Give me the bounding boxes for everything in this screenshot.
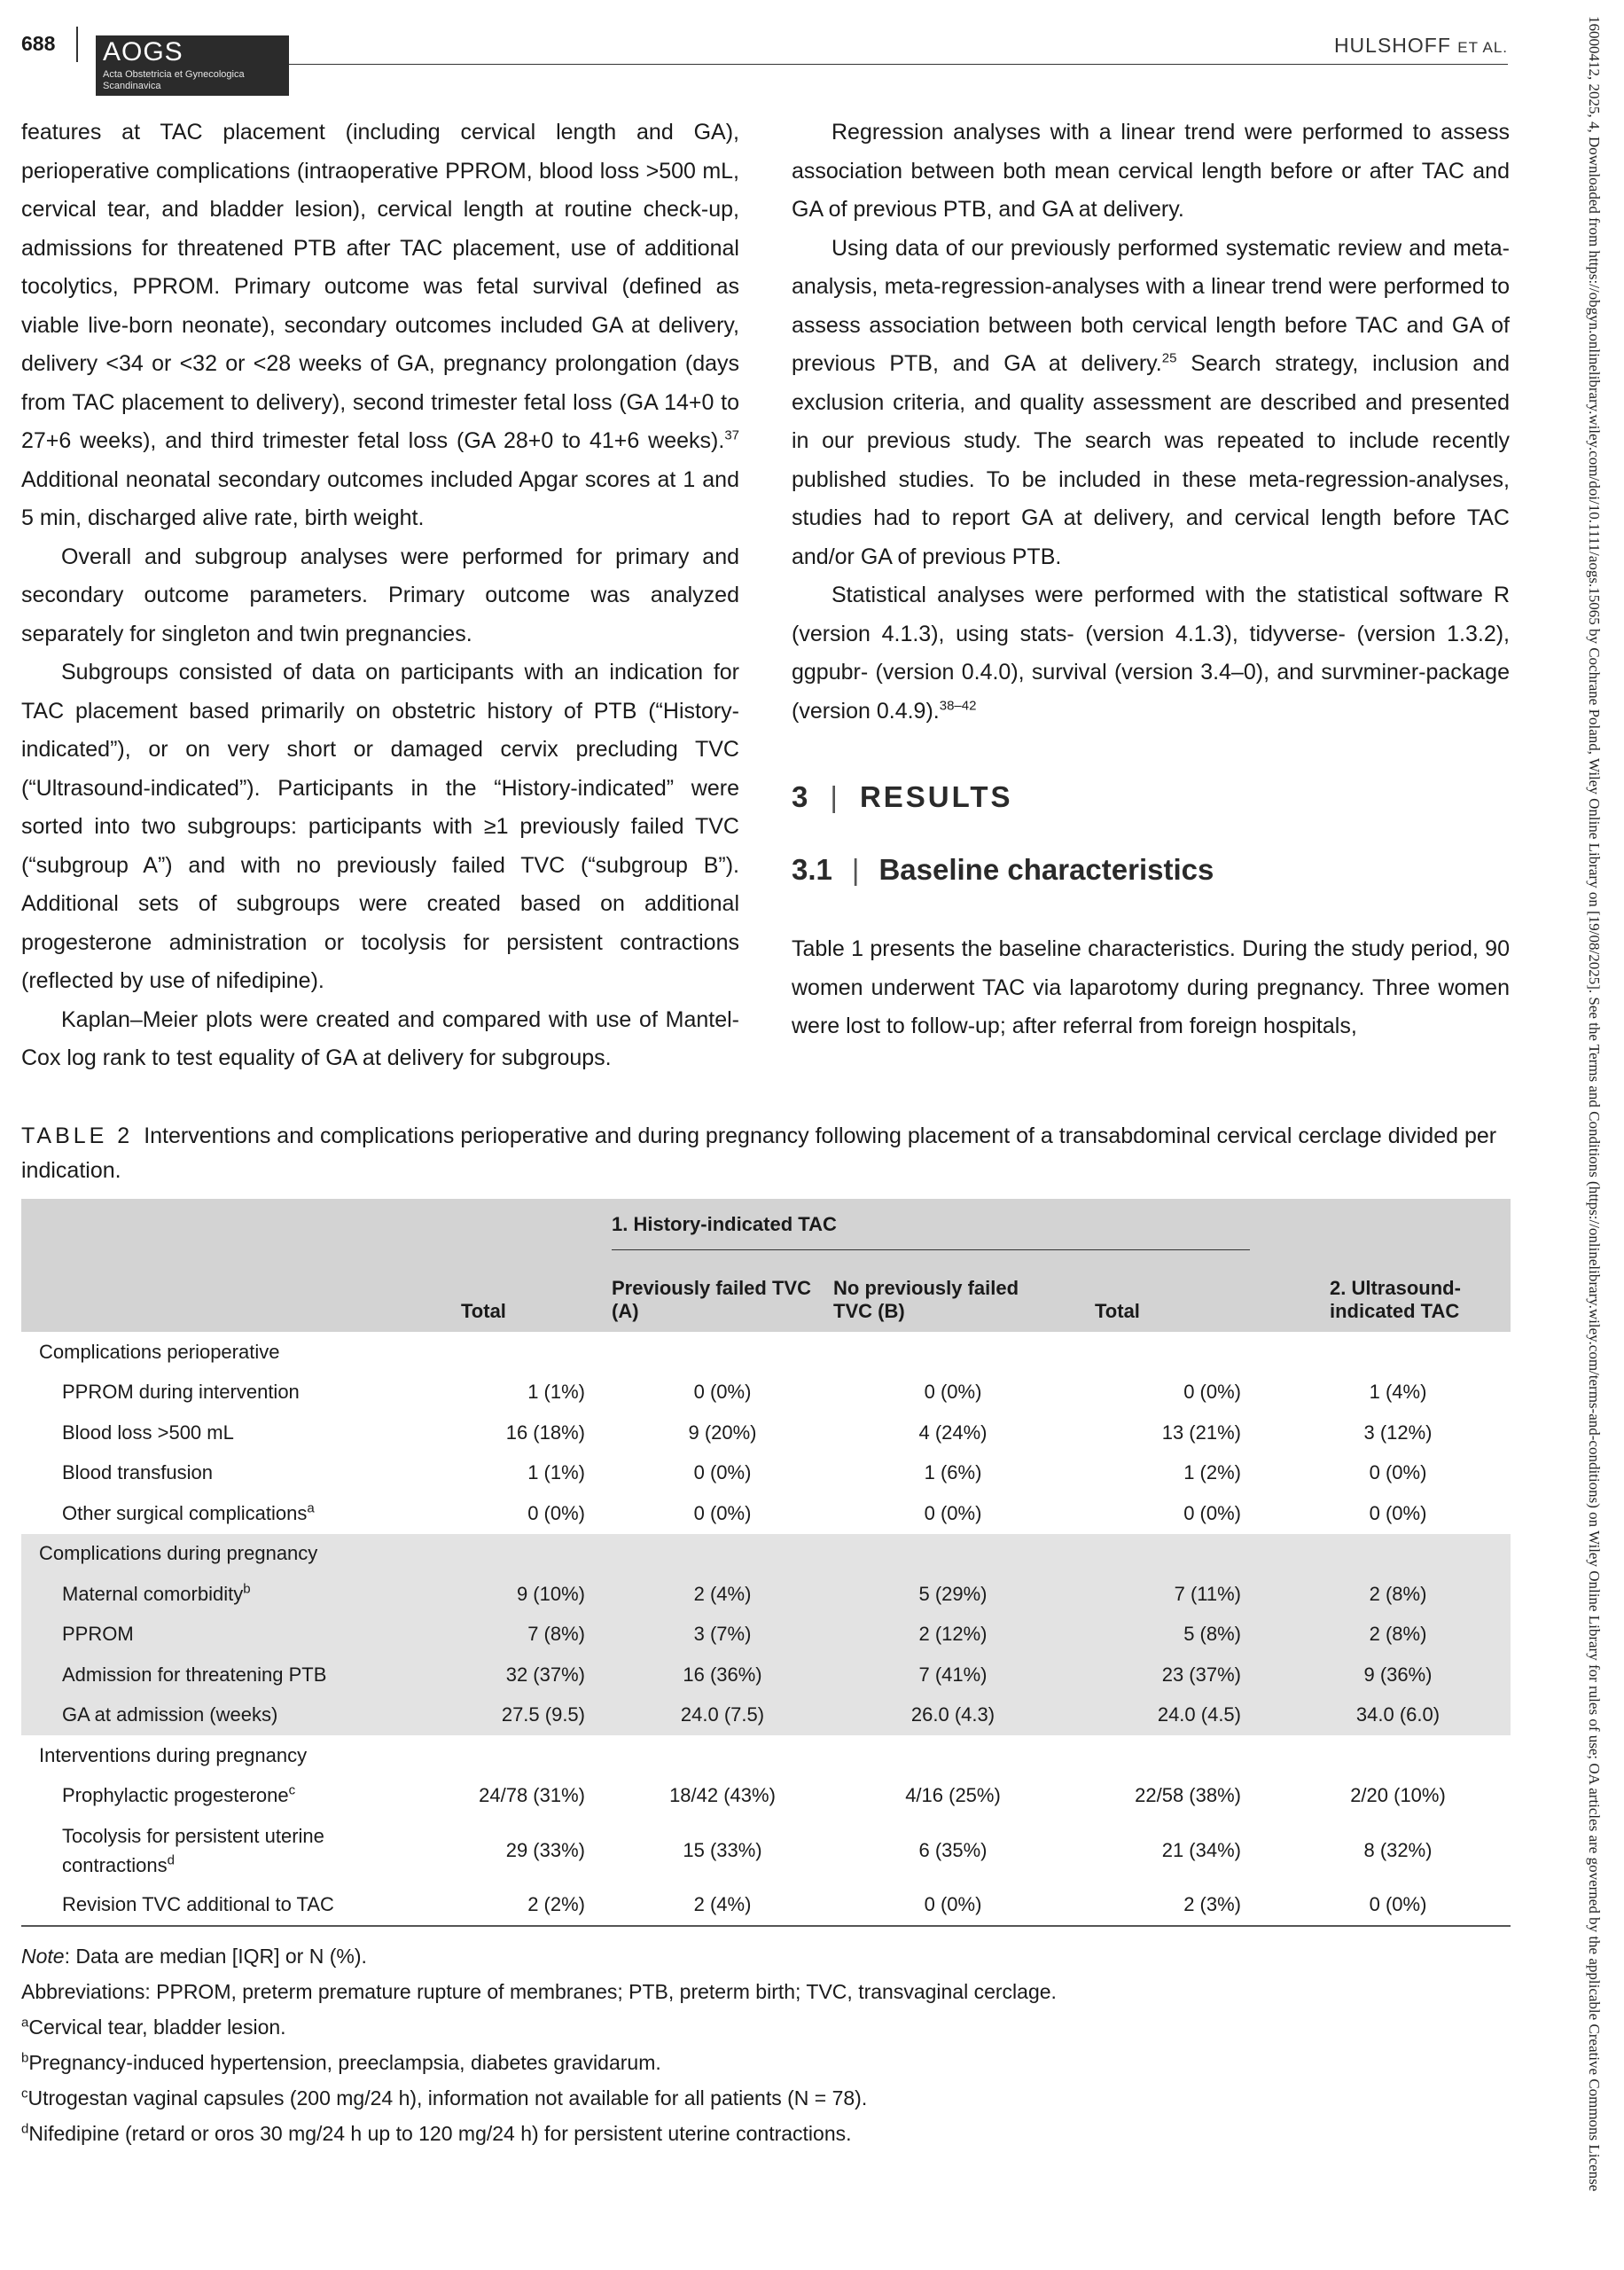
row-label: Other surgical complications$^a$	[62, 1500, 315, 1524]
row-label: Revision TVC additional to TAC	[21, 1885, 399, 1926]
paragraph: features at TAC placement (including cervical length and GA), perioperative complications (intraoperative PPROM, blood loss >500 mL, cervical tear, and bladder lesion), cervical length at routine check-up, admissions for threatened PTB after TAC placement, use of additional tocolytics, PPROM. Primary outcome was fetal survival (defined as viable live-born neonate), secondary outcomes included GA at delivery, delivery <34 or <32 or <28 weeks of GA, pregnancy prolongation (days from TAC placement to delivery), second trimester fetal loss (GA 14+0 to 27+6 weeks), and third trimester fetal loss (GA 28+0 to 41+6 weeks).$^{37}$ Additional neonatal secondary outcomes included Apgar scores at 1 and 5 min, discharged alive rate, birth weight.	[21, 120, 739, 530]
journal-name: Acta Obstetricia et Gynecologica Scandinavica	[103, 69, 245, 91]
table-cell: 2 (3%)	[1073, 1885, 1250, 1926]
row-label: Blood loss >500 mL	[62, 1421, 234, 1444]
paragraph: Table 1 presents the baseline characteristics. During the study period, 90 women underwent TAC via laparotomy during pregnancy. Three women were lost to follow-up; after referral from foreign hospitals,	[792, 936, 1510, 1038]
page-number: 688	[21, 32, 56, 55]
table-cell: 2 (8%)	[1250, 1615, 1511, 1656]
table-cell: 0 (0%)	[1369, 1501, 1427, 1524]
table-label: TABLE 2	[21, 1123, 134, 1148]
table-cell: 1 (2%)	[1183, 1461, 1241, 1484]
table-cell: 7 (8%)	[399, 1615, 612, 1656]
table-caption: TABLE 2 Interventions and complications perioperative and during pregnancy following placement of a transabdominal cervical cerclage divided per indication.	[21, 1123, 1497, 1183]
table-group-row	[21, 1735, 1511, 1776]
note-line: $^c$Utrogestan vaginal capsules (200 mg/24 h), information not available for all patients (N = 78).	[21, 2086, 868, 2110]
note-line: Abbreviations: PPROM, preterm premature rupture of membranes; PTB, preterm birth; TVC, transvaginal cerclage.	[21, 1980, 1057, 2003]
table-cell: 26.0 (4.3)	[833, 1695, 1073, 1736]
table-cell: 4/16 (25%)	[905, 1784, 1001, 1807]
table-row	[21, 1776, 1511, 1817]
paragraph: Overall and subgroup analyses were performed for primary and secondary outcome parameters. Primary outcome was analyzed separately for singleton and twin pregnancies.	[21, 544, 739, 646]
table-cell: 5 (29%)	[833, 1574, 1073, 1615]
download-side-note: 16000412, 2025, 4, Downloaded from https://obgyn.onlinelibrary.wiley.com/doi/10.1111/aogs.15065 by Cochrane Poland, Wiley Online Library on [19/08/2025]. See the Terms and Conditions (https://onlinelibrary.wiley.com/terms-and-conditions) on Wiley Online Library for rules of use; OA articles are governed by the applicable Creative Commons License	[1586, 16, 1603, 2192]
row-label: Maternal comorbidity$^b$	[21, 1574, 399, 1615]
table-cell: 2 (8%)	[1250, 1574, 1511, 1615]
table-cell: 0 (0%)	[924, 1501, 982, 1524]
table-row	[21, 1695, 1511, 1736]
table-cell: 9 (10%)	[399, 1574, 612, 1615]
table-cell: 3 (12%)	[1363, 1421, 1433, 1444]
table-cell: 1 (4%)	[1369, 1381, 1427, 1404]
data-table	[21, 1199, 1511, 1927]
table-row	[21, 1574, 1511, 1615]
table-cell: 32 (37%)	[399, 1655, 612, 1695]
table-cell: 34.0 (6.0)	[1250, 1695, 1511, 1736]
table-cell: 0 (0%)	[527, 1501, 585, 1524]
running-head: HULSHOFF ET AL.	[1333, 34, 1508, 57]
column-header: Previously failed TVC (A)	[612, 1250, 833, 1332]
left-column	[21, 114, 739, 1078]
table-cell: 0 (0%)	[693, 1461, 752, 1484]
paragraph: Kaplan–Meier plots were created and compared with use of Mantel-Cox log rank to test equality of GA at delivery for subgroups.	[21, 1006, 739, 1070]
group-title: Interventions during pregnancy	[39, 1743, 308, 1766]
column-header: 2. Ultrasound-indicated TAC	[1250, 1250, 1511, 1332]
table-cell: 2 (4%)	[612, 1574, 833, 1615]
table-cell: 2/20 (10%)	[1350, 1784, 1446, 1807]
column-header: Total	[1073, 1250, 1250, 1332]
column-header: No previously failed TVC (B)	[833, 1250, 1073, 1332]
note-line: $^d$Nifedipine (retard or oros 30 mg/24 h up to 120 mg/24 h) for persistent uterine contractions.	[21, 2121, 852, 2145]
table-row	[21, 1655, 1511, 1695]
note-line: $^b$Pregnancy-induced hypertension, preeclampsia, diabetes gravidarum.	[21, 2050, 661, 2074]
group-title: Complications perioperative	[39, 1340, 280, 1363]
group-header: 1. History-indicated TAC	[612, 1199, 1250, 1250]
table-row	[21, 1885, 1511, 1926]
table-cell: 23 (37%)	[1073, 1655, 1250, 1695]
table-cell: 21 (34%)	[1161, 1839, 1241, 1861]
subsection-heading: 3.1 | Baseline characteristics	[792, 853, 1214, 886]
table-cell: 24.0 (7.5)	[612, 1695, 833, 1736]
header-rule	[289, 64, 1508, 65]
table-notes	[21, 1938, 1351, 2151]
section-heading: 3 | RESULTS	[792, 780, 1013, 813]
table-cell: 0 (0%)	[693, 1381, 752, 1404]
table-cell: 27.5 (9.5)	[399, 1695, 612, 1736]
row-label: Admission for threatening PTB	[21, 1655, 399, 1695]
table-cell: 13 (21%)	[1161, 1421, 1241, 1444]
row-label: PPROM during intervention	[62, 1381, 300, 1404]
table-cell: 6 (35%)	[918, 1839, 988, 1861]
table-cell: 8 (32%)	[1363, 1839, 1433, 1861]
table-cell: 15 (33%)	[683, 1839, 762, 1861]
table-cell: 0 (0%)	[1183, 1381, 1241, 1404]
table-row	[21, 1493, 1511, 1534]
paragraph: Subgroups consisted of data on participants with an indication for TAC placement based primarily on obstetric history of PTB (“History-indicated”), or on very short or damaged cervix precluding TVC (“Ultrasound-indicated”). Participants in the “History-indicated” were sorted into two subgroups: participants with ≥1 previously failed TVC (“subgroup A”) and with no previously failed TVC (“subgroup B”). Additional sets of subgroups were created based on additional progesterone administration or tocolysis for persistent contractions (reflected by use of nifedipine).	[21, 660, 739, 993]
right-column	[792, 114, 1510, 1046]
table-cell: 24/78 (31%)	[479, 1784, 585, 1807]
table-cell: 0 (0%)	[693, 1501, 752, 1524]
table-cell: 0 (0%)	[1183, 1501, 1241, 1524]
row-label: Tocolysis for persistent uterine contractions$^d$	[62, 1825, 324, 1876]
column-header: Total	[399, 1250, 612, 1332]
table-row	[21, 1615, 1511, 1656]
table-cell: 16 (36%)	[612, 1655, 833, 1695]
header-divider	[76, 27, 78, 62]
group-title: Complications during pregnancy	[21, 1534, 1511, 1575]
table-cell: 2 (4%)	[612, 1885, 833, 1926]
table-cell: 1 (1%)	[527, 1461, 585, 1484]
table-cell: 29 (33%)	[505, 1839, 585, 1861]
table-row	[21, 1413, 1511, 1453]
table-row	[21, 1373, 1511, 1413]
table-row	[21, 1816, 1511, 1885]
row-label: GA at admission (weeks)	[21, 1695, 399, 1736]
table-cell: 16 (18%)	[505, 1421, 585, 1444]
journal-logo	[96, 35, 289, 96]
paragraph: Regression analyses with a linear trend were performed to assess association between both mean cervical length before or after TAC and GA of previous PTB, and GA at delivery.	[792, 120, 1510, 222]
table-cell: 3 (7%)	[612, 1615, 833, 1656]
table-cell: 4 (24%)	[918, 1421, 988, 1444]
paragraph: Statistical analyses were performed with the statistical software R (version 4.1.3), using stats- (version 4.1.3), tidyverse- (version 1.3.2), ggpubr- (version 0.4.0), survival (version 3.4–0), and survminer-package (version 0.4.9).$^{38-42}$	[792, 583, 1510, 724]
paragraph: Using data of our previously performed systematic review and meta-analysis, meta-regression-analyses with a linear trend were performed to assess association between both cervical length before TAC and GA of previous PTB, and GA at delivery.$^{25}$ Search strategy, inclusion and exclusion criteria, and quality assessment are described and presented in our previous study. The search was repeated to include recently published studies. To be included in these meta-regression-analyses, studies had to report GA at delivery, and cervical length before TAC and/or GA of previous PTB.	[792, 235, 1510, 569]
table-cell: 5 (8%)	[1073, 1615, 1250, 1656]
table-cell: 24.0 (4.5)	[1073, 1695, 1250, 1736]
row-label: PPROM	[21, 1615, 399, 1656]
table-cell: 22/58 (38%)	[1135, 1784, 1241, 1807]
table-group-row	[21, 1332, 1511, 1373]
journal-abbrev: AOGS	[103, 37, 183, 67]
table-cell: 2 (12%)	[833, 1615, 1073, 1656]
row-label: Prophylactic progesterone$^c$	[62, 1782, 296, 1807]
note-line: Note: Data are median [IQR] or N (%).	[21, 1945, 367, 1968]
table-cell: 9 (36%)	[1250, 1655, 1511, 1695]
table-cell: 1 (1%)	[527, 1381, 585, 1404]
row-label: Blood transfusion	[62, 1461, 213, 1484]
note-line: $^a$Cervical tear, bladder lesion.	[21, 2015, 286, 2039]
table-cell: 7 (41%)	[833, 1655, 1073, 1695]
table-row	[21, 1453, 1511, 1494]
table-cell: 18/42 (43%)	[669, 1784, 776, 1807]
table-cell: 2 (2%)	[399, 1885, 612, 1926]
table-cell: 0 (0%)	[924, 1381, 982, 1404]
table-cell: 7 (11%)	[1073, 1574, 1250, 1615]
table-group-row	[21, 1534, 1511, 1575]
table-cell: 0 (0%)	[833, 1885, 1073, 1926]
table-cell: 1 (6%)	[924, 1461, 982, 1484]
table-cell: 9 (20%)	[688, 1421, 757, 1444]
table-cell: 0 (0%)	[1369, 1461, 1427, 1484]
table-cell: 0 (0%)	[1250, 1885, 1511, 1926]
